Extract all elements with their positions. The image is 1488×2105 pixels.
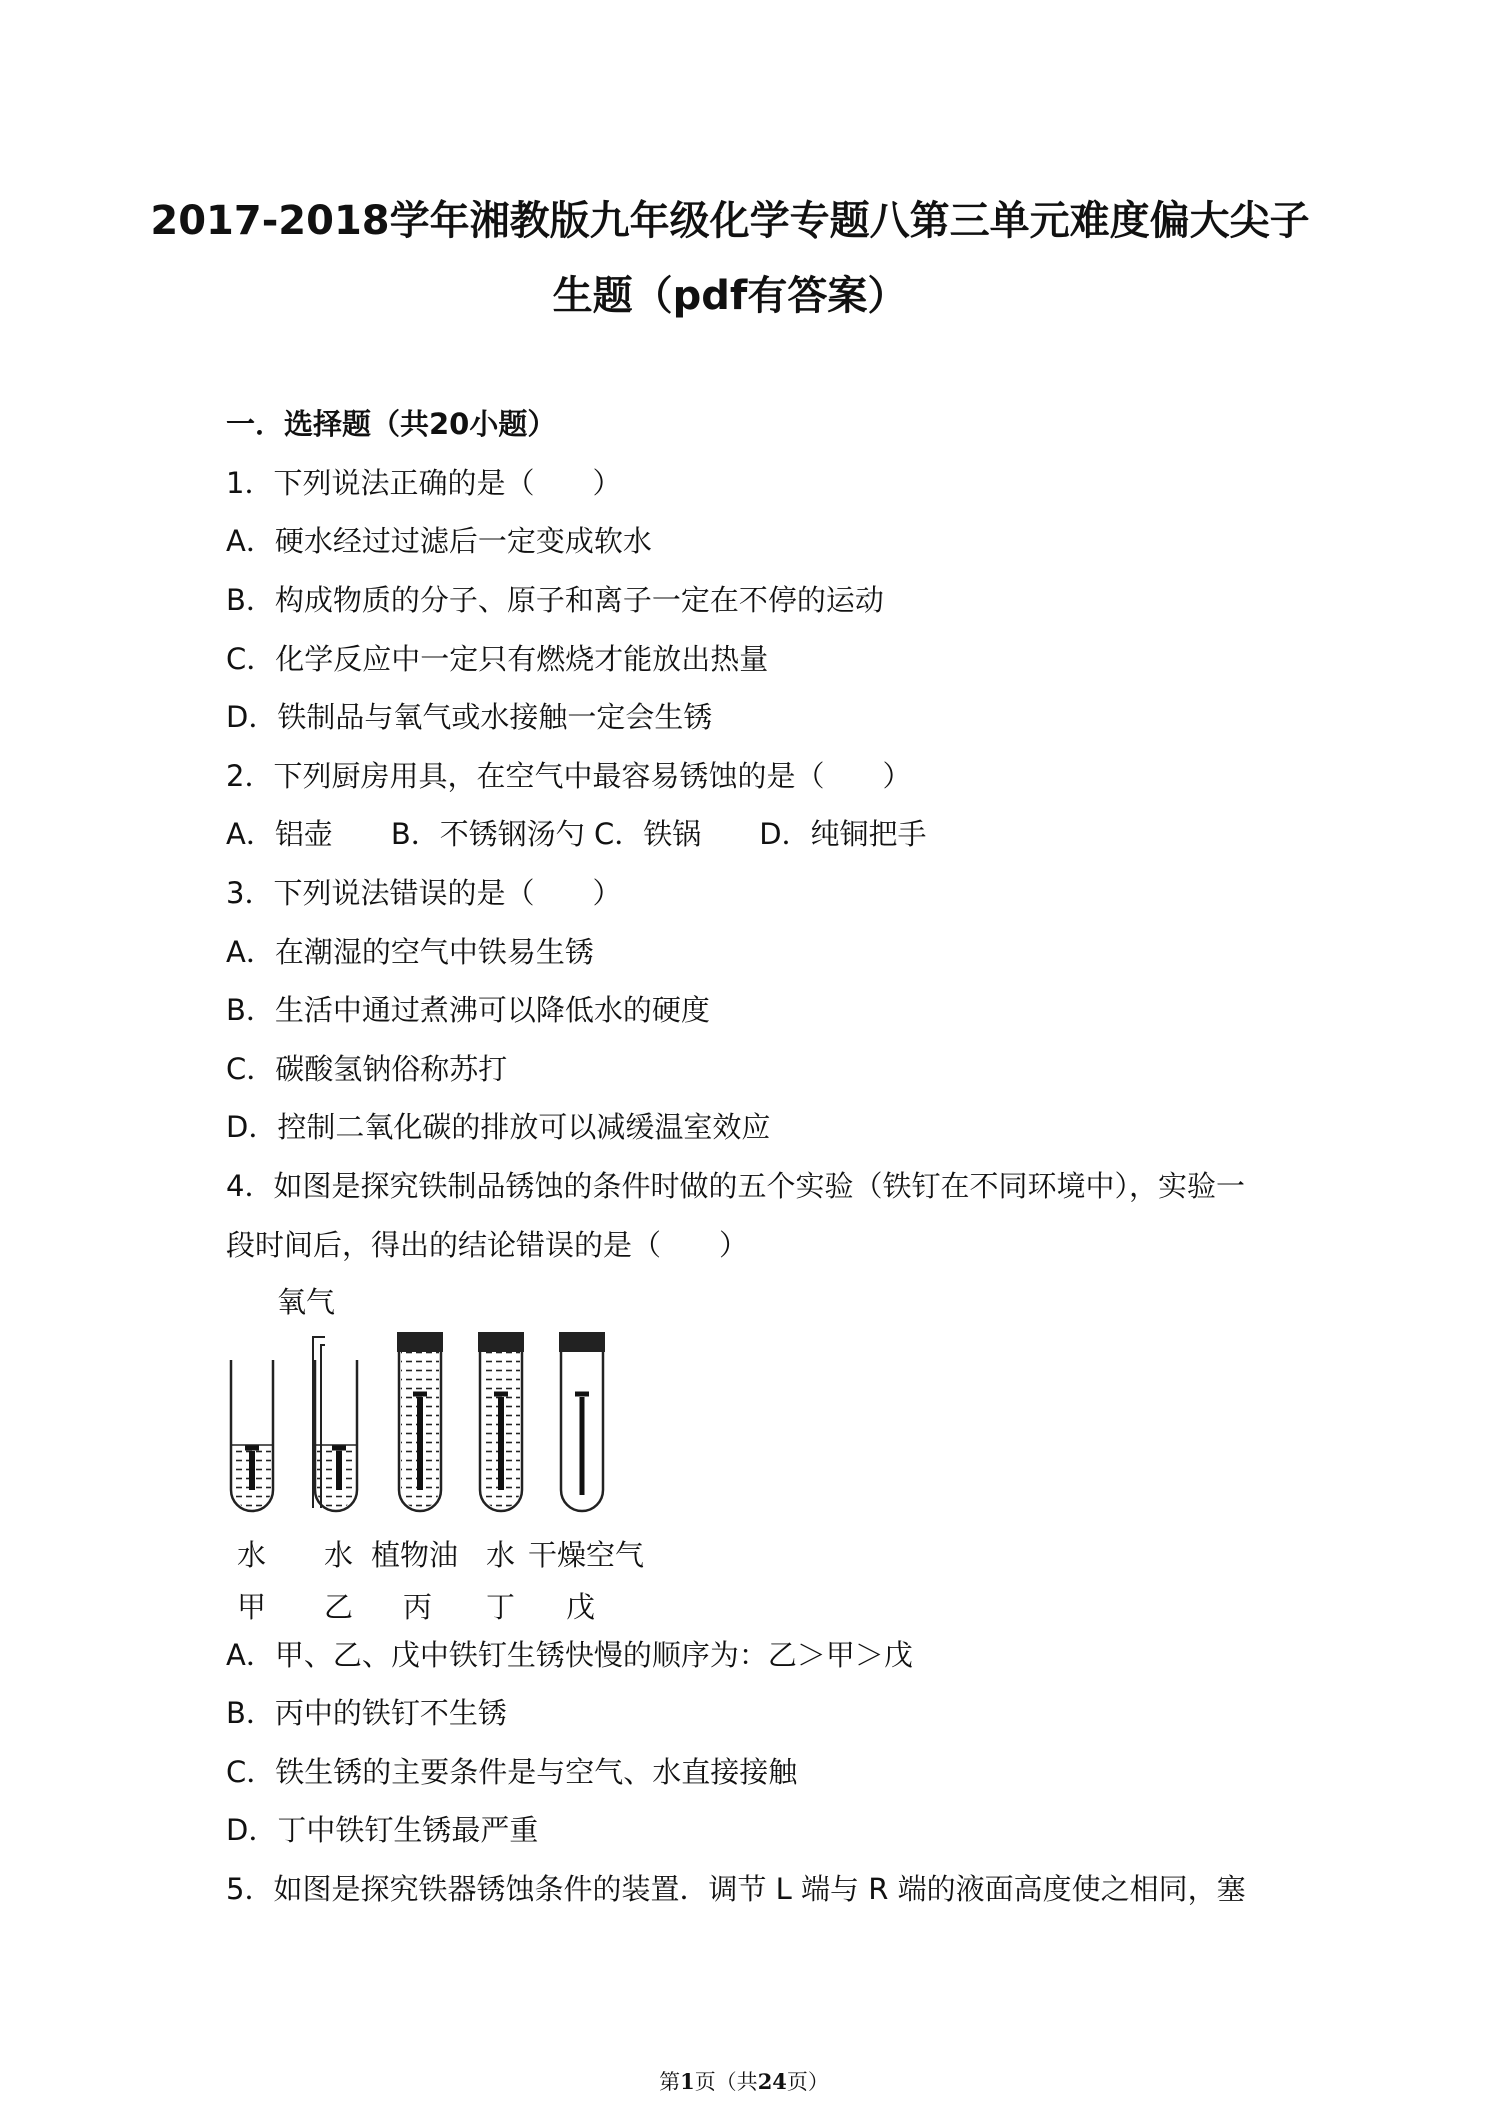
total-page-number: 24 bbox=[757, 2069, 787, 2094]
question-3-stem: 3．下列说法错误的是（ ） bbox=[226, 876, 622, 910]
tube-content-label: 植物油 bbox=[371, 1538, 459, 1572]
tube-yi bbox=[313, 1337, 357, 1511]
tube-ding bbox=[478, 1332, 524, 1511]
question-4-option-a: A．甲、乙、戊中铁钉生锈快慢的顺序为：乙＞甲＞戊 bbox=[226, 1638, 913, 1672]
oxygen-label: 氧气 bbox=[277, 1285, 336, 1319]
tube-name-label: 戊 bbox=[566, 1590, 596, 1624]
test-tubes-diagram bbox=[225, 1285, 665, 1645]
tube-bing bbox=[397, 1332, 443, 1511]
tube-content-label: 干燥空气 bbox=[528, 1538, 645, 1572]
question-1-option-c: C．化学反应中一定只有燃烧才能放出热量 bbox=[226, 642, 769, 676]
tube-name-label: 丙 bbox=[403, 1590, 433, 1624]
tube-jia bbox=[231, 1360, 273, 1511]
question-1-option-d: D．铁制品与氧气或水接触一定会生锈 bbox=[226, 700, 713, 734]
section-heading: 一．选择题（共20小题） bbox=[226, 407, 557, 441]
question-4-stem-line-1: 4．如图是探究铁制品锈蚀的条件时做的五个实验（铁钉在不同环境中），实验一 bbox=[226, 1169, 1245, 1203]
page-footer bbox=[0, 2066, 1488, 2096]
current-page-number: 1 bbox=[680, 2069, 695, 2094]
tube-content-label: 水 bbox=[237, 1538, 267, 1572]
tube-name-label: 乙 bbox=[324, 1590, 354, 1624]
question-4-option-c: C．铁生锈的主要条件是与空气、水直接接触 bbox=[226, 1755, 798, 1789]
question-1-stem: 1．下列说法正确的是（ ） bbox=[226, 466, 622, 500]
tube-wu bbox=[559, 1332, 605, 1511]
question-3-option-a: A．在潮湿的空气中铁易生锈 bbox=[226, 935, 594, 969]
document-title-line-2: 生题（pdf有答案） bbox=[552, 273, 908, 319]
tube-content-label: 水 bbox=[486, 1538, 516, 1572]
question-3-option-c: C．碳酸氢钠俗称苏打 bbox=[226, 1052, 508, 1086]
question-4-stem-line-2: 段时间后，得出的结论错误的是（ ） bbox=[226, 1228, 749, 1262]
footer-suffix: 页） bbox=[786, 2070, 829, 2094]
footer-prefix: 第 bbox=[659, 2070, 681, 2094]
question-5-stem-line-1: 5．如图是探究铁器锈蚀条件的装置．调节 L 端与 R 端的液面高度使之相同，塞 bbox=[226, 1872, 1246, 1906]
document-title-line-1: 2017-2018学年湘教版九年级化学专题八第三单元难度偏大尖子 bbox=[150, 198, 1310, 244]
rusting-experiment-figure bbox=[225, 1285, 665, 1645]
tube-name-label: 甲 bbox=[237, 1590, 267, 1624]
question-3-option-b: B．生活中通过煮沸可以降低水的硬度 bbox=[226, 993, 710, 1027]
tube-name-label: 丁 bbox=[486, 1590, 516, 1624]
footer-middle: 页（共 bbox=[694, 2070, 758, 2094]
question-4-option-b: B．丙中的铁钉不生锈 bbox=[226, 1696, 507, 1730]
tube-content-label: 水 bbox=[324, 1538, 354, 1572]
question-4-option-d: D．丁中铁钉生锈最严重 bbox=[226, 1813, 539, 1847]
question-1-option-a: A．硬水经过过滤后一定变成软水 bbox=[226, 524, 652, 558]
question-3-option-d: D．控制二氧化碳的排放可以减缓温室效应 bbox=[226, 1110, 771, 1144]
question-2-options: A．铝壶 B．不锈钢汤勺 C．铁锅 D．纯铜把手 bbox=[226, 817, 927, 851]
question-2-stem: 2．下列厨房用具，在空气中最容易锈蚀的是（ ） bbox=[226, 759, 912, 793]
question-1-option-b: B．构成物质的分子、原子和离子一定在不停的运动 bbox=[226, 583, 884, 617]
